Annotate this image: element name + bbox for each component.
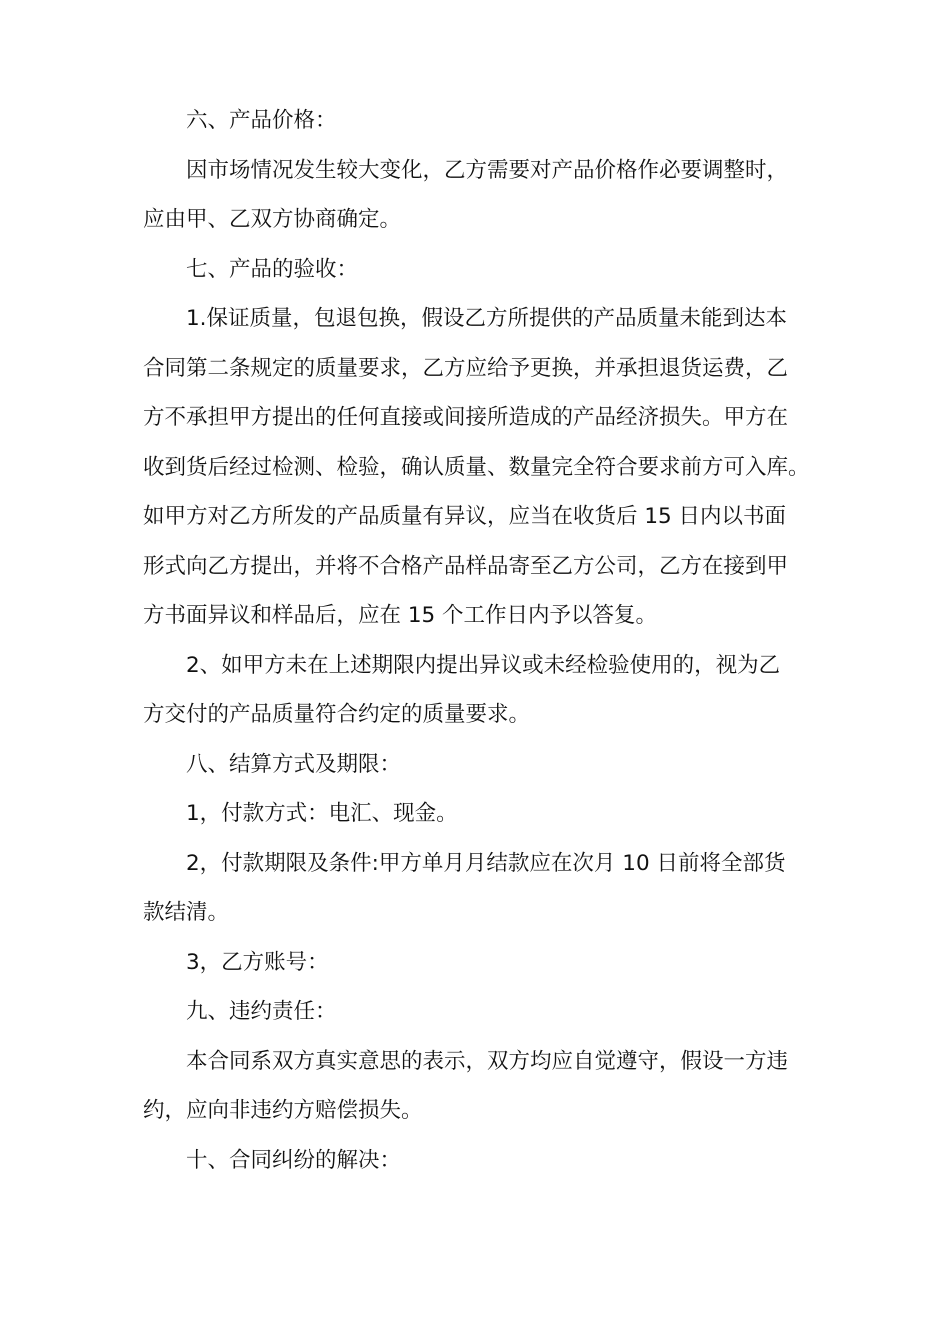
- text-line: 九、违约责任：: [186, 999, 337, 1024]
- text-line: 因市场情况发生较大变化，乙方需要对产品价格作必要调整时，: [186, 157, 789, 183]
- heading-breach-liability: [143, 987, 813, 1037]
- text-line: 八、结算方式及期限：: [186, 751, 402, 777]
- text-line: 形式向乙方提出，并将不合格产品样品寄至乙方公司，乙方在接到甲: [143, 553, 789, 579]
- text-line: 款结清。: [143, 900, 230, 925]
- text-line: 1.保证质量，包退包换，假设乙方所提供的产品质量未能到达本: [186, 306, 788, 331]
- text-line: 1，付款方式：电汇、现金。: [186, 801, 458, 826]
- paragraph-breach-compensation: [143, 1037, 813, 1136]
- text-line: 收到货后经过检测、检验，确认质量、数量完全符合要求前方可入库。: [143, 454, 810, 480]
- text-line: 方不承担甲方提出的任何直接或间接所造成的产品经济损失。甲方在: [143, 405, 789, 430]
- text-line: 七、产品的验收：: [186, 256, 359, 282]
- text-line: 应由甲、乙双方协商确定。: [143, 207, 402, 232]
- paragraph-payment-terms: [143, 839, 813, 938]
- heading-product-acceptance: [143, 245, 813, 295]
- text-line: 2、如甲方未在上述期限内提出异议或未经检验使用的，视为乙: [186, 652, 781, 678]
- paragraph-quality-guarantee: [143, 294, 813, 641]
- paragraph-payment-method: [143, 789, 813, 839]
- paragraph-objection-period: [143, 641, 813, 740]
- heading-settlement: [143, 740, 813, 790]
- text-line: 十、合同纠纷的解决：: [186, 1147, 402, 1173]
- text-line: 如甲方对乙方所发的产品质量有异议，应当在收货后 15 日内以书面: [143, 504, 787, 529]
- text-line: 方交付的产品质量符合约定的质量要求。: [143, 702, 531, 727]
- text-line: 方书面异议和样品后，应在 15 个工作日内予以答复。: [143, 603, 658, 628]
- text-line: 2，付款期限及条件:甲方单月月结款应在次月 10 日前将全部货: [186, 850, 786, 876]
- heading-product-price: [143, 96, 813, 146]
- text-line: 六、产品价格：: [186, 108, 337, 133]
- document-body: [143, 96, 813, 1185]
- paragraph-account-number: [143, 938, 813, 988]
- text-line: 3，乙方账号：: [186, 949, 329, 975]
- text-line: 本合同系双方真实意思的表示，双方均应自觉遵守，假设一方违: [186, 1048, 789, 1074]
- text-line: 约，应向非违约方赔偿损失。: [143, 1098, 423, 1123]
- heading-dispute-resolution: [143, 1136, 813, 1186]
- paragraph-price-adjustment: [143, 146, 813, 245]
- text-line: 合同第二条规定的质量要求，乙方应给予更换，并承担退货运费，乙: [143, 355, 789, 381]
